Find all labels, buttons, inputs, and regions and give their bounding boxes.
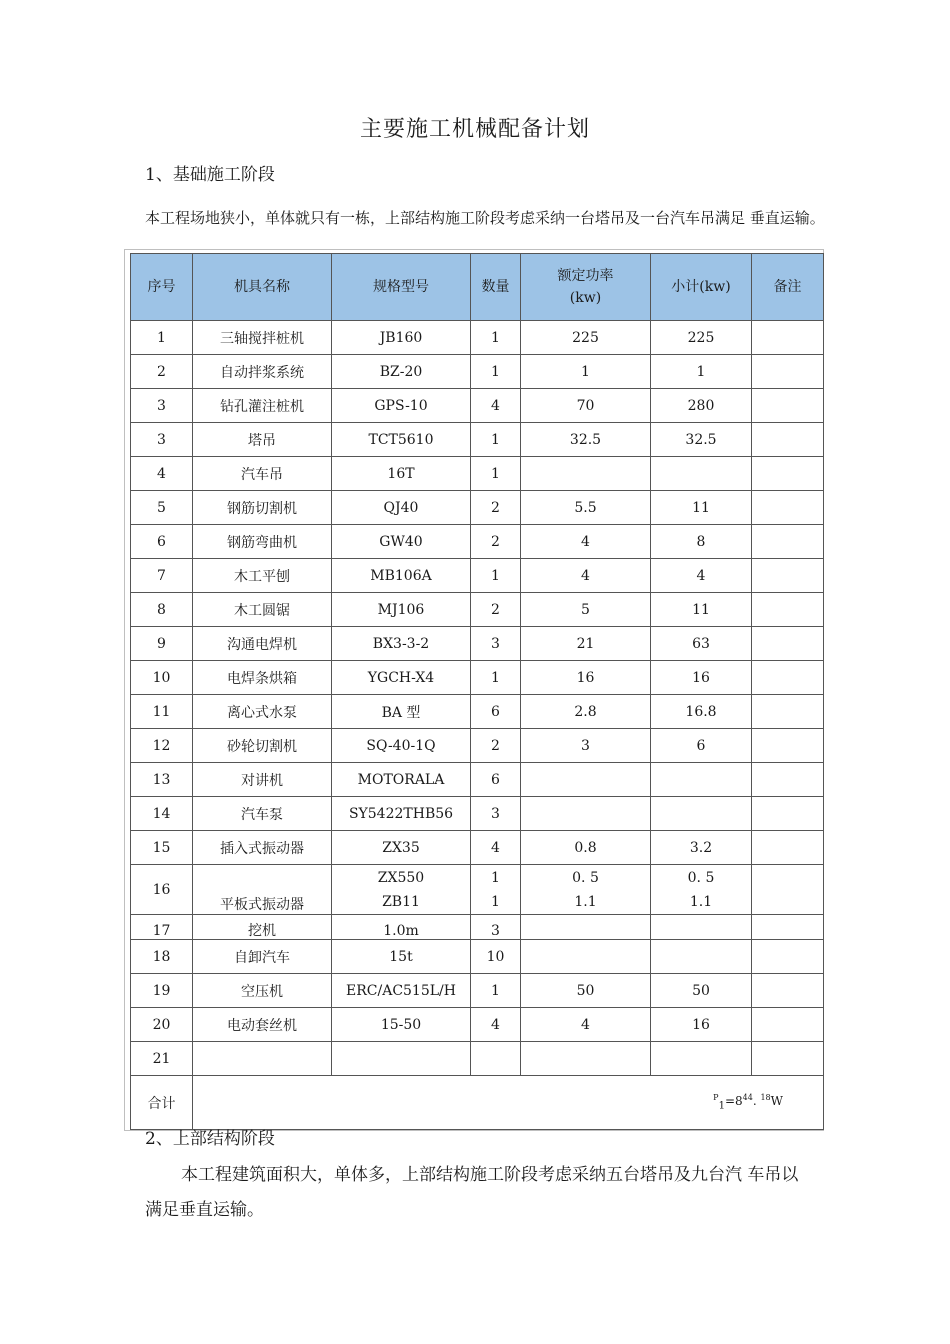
- cell-note: [752, 627, 824, 661]
- cell-note: [752, 525, 824, 559]
- cell-power: 21: [521, 627, 651, 661]
- header-no: 序号: [131, 254, 193, 321]
- cell-note: [752, 491, 824, 525]
- cell-qty: 6: [471, 763, 521, 797]
- cell-name: 汽车吊: [193, 457, 332, 491]
- cell-no: 3: [131, 389, 193, 423]
- cell-name: 钢筋弯曲机: [193, 525, 332, 559]
- table-row: [131, 423, 824, 457]
- cell-name: 空压机: [193, 974, 332, 1008]
- table-row: [131, 729, 824, 763]
- cell-name: 挖机: [193, 915, 332, 940]
- cell-no: 12: [131, 729, 193, 763]
- qty-line: 1: [491, 893, 500, 910]
- cell-spec: ERC/AC515L/H: [332, 974, 471, 1008]
- table-row: [131, 695, 824, 729]
- table-row: [131, 763, 824, 797]
- cell-name: 插入式振动器: [193, 831, 332, 865]
- cell-subtotal: 16.8: [651, 695, 752, 729]
- table-row: [131, 525, 824, 559]
- cell-name: 木工平刨: [193, 559, 332, 593]
- cell-subtotal: 11: [651, 593, 752, 627]
- cell-qty: 3: [471, 797, 521, 831]
- cell-spec: SQ-40-1Q: [332, 729, 471, 763]
- cell-qty: 1: [471, 661, 521, 695]
- cell-no: 7: [131, 559, 193, 593]
- header-qty: 数量: [471, 254, 521, 321]
- table-row: [131, 831, 824, 865]
- cell-power: [521, 1042, 651, 1076]
- cell-name: 木工圆锯: [193, 593, 332, 627]
- cell-spec: 16T: [332, 457, 471, 491]
- cell-qty: [471, 1042, 521, 1076]
- header-subtotal: 小计(kw): [651, 254, 752, 321]
- cell-note: [752, 559, 824, 593]
- cell-no: 9: [131, 627, 193, 661]
- cell-name: 沟通电焊机: [193, 627, 332, 661]
- formula-part: W: [770, 1094, 783, 1109]
- table-body-special: [131, 865, 824, 940]
- cell-note: [752, 1042, 824, 1076]
- table-row: [131, 627, 824, 661]
- cell-qty: 2: [471, 593, 521, 627]
- cell-subtotal: [651, 940, 752, 974]
- formula-part: 18: [760, 1093, 771, 1103]
- table-row: [131, 940, 824, 974]
- cell-name: 自动拌浆系统: [193, 355, 332, 389]
- cell-spec: GPS-10: [332, 389, 471, 423]
- cell-spec: MB106A: [332, 559, 471, 593]
- cell-power: 4: [521, 559, 651, 593]
- table-body: [131, 321, 824, 865]
- cell-subtotal: 8: [651, 525, 752, 559]
- cell-subtotal: 50: [651, 974, 752, 1008]
- cell-note: [752, 593, 824, 627]
- cell-no: 8: [131, 593, 193, 627]
- cell-note: [752, 974, 824, 1008]
- cell-spec: BA 型: [332, 695, 471, 729]
- table-row: [131, 915, 824, 940]
- cell-power: 32.5: [521, 423, 651, 457]
- cell-power: 50: [521, 974, 651, 1008]
- cell-name: 汽车泵: [193, 797, 332, 831]
- cell-power: 4: [521, 525, 651, 559]
- header-name: 机具名称: [193, 254, 332, 321]
- cell-qty: 4: [471, 389, 521, 423]
- cell-subtotal: 6: [651, 729, 752, 763]
- cell-note: [752, 355, 824, 389]
- cell-subtotal: 11: [651, 491, 752, 525]
- cell-spec: BX3-3-2: [332, 627, 471, 661]
- cell-note: [752, 729, 824, 763]
- section2-paragraph: 本工程建筑面积大，单体多，上部结构施工阶段考虑采纳五台塔吊及九台汽 车吊以满足垂直运输。: [145, 1165, 799, 1220]
- table-row: [131, 559, 824, 593]
- formula-part: =8: [724, 1094, 743, 1109]
- cell-spec: MJ106: [332, 593, 471, 627]
- cell-no: 1: [131, 321, 193, 355]
- formula-part: 1: [718, 1100, 725, 1112]
- cell-spec: ZX35: [332, 831, 471, 865]
- table-row: [131, 355, 824, 389]
- table-row: [131, 321, 824, 355]
- header-power-label: 额定功率 (kw): [557, 268, 614, 306]
- table-row: [131, 457, 824, 491]
- formula-part: P: [713, 1093, 719, 1103]
- qty-line: 1: [491, 869, 500, 886]
- table-header-row: [131, 254, 824, 321]
- cell-subtotal: 16: [651, 661, 752, 695]
- cell-no: 4: [131, 457, 193, 491]
- header-note: 备注: [752, 254, 824, 321]
- cell-note: [752, 695, 824, 729]
- cell-subtotal: 63: [651, 627, 752, 661]
- header-spec: 规格型号: [332, 254, 471, 321]
- cell-spec: MOTORALA: [332, 763, 471, 797]
- total-row: [131, 1076, 824, 1130]
- cell-qty: 3: [471, 627, 521, 661]
- cell-qty: 2: [471, 491, 521, 525]
- cell-power: 0.8: [521, 831, 651, 865]
- total-label: 合计: [131, 1076, 193, 1130]
- subtotal-line: 1.1: [689, 893, 713, 910]
- cell-no: 10: [131, 661, 193, 695]
- cell-qty: 1: [471, 321, 521, 355]
- cell-spec: TCT5610: [332, 423, 471, 457]
- cell-spec: [332, 1042, 471, 1076]
- total-formula: [193, 1076, 824, 1130]
- section2-heading: 2、上部结构阶段: [145, 1129, 275, 1149]
- machinery-table: [130, 253, 824, 1130]
- cell-note: [752, 797, 824, 831]
- cell-subtotal: [651, 457, 752, 491]
- cell-note: [752, 661, 824, 695]
- section1-paragraph: 本工程场地狭小，单体就只有一栋，上部结构施工阶段考虑采纳一台塔吊及一台汽车吊满足 垂直运输。: [145, 209, 825, 227]
- table-row: [131, 593, 824, 627]
- cell-power: [521, 940, 651, 974]
- cell-power: [521, 797, 651, 831]
- cell-power: 1: [521, 355, 651, 389]
- cell-note: [752, 423, 824, 457]
- cell-subtotal: 1: [651, 355, 752, 389]
- cell-spec: BZ-20: [332, 355, 471, 389]
- cell-power: 4: [521, 1008, 651, 1042]
- cell-note: [752, 457, 824, 491]
- cell-no: 2: [131, 355, 193, 389]
- cell-subtotal: [651, 865, 752, 915]
- cell-power: 5.5: [521, 491, 651, 525]
- subtotal-line: 0. 5: [687, 869, 715, 886]
- table-row: [131, 1042, 824, 1076]
- power-line: 0. 5: [572, 869, 599, 886]
- cell-name: 钻孔灌注桩机: [193, 389, 332, 423]
- cell-qty: 10: [471, 940, 521, 974]
- cell-name: 对讲机: [193, 763, 332, 797]
- cell-power: 5: [521, 593, 651, 627]
- cell-spec: 15t: [332, 940, 471, 974]
- section1-heading: 1、基础施工阶段: [145, 165, 275, 185]
- cell-no: 13: [131, 763, 193, 797]
- cell-qty: 2: [471, 729, 521, 763]
- cell-power: 225: [521, 321, 651, 355]
- table-row: [131, 661, 824, 695]
- cell-subtotal: [651, 797, 752, 831]
- cell-subtotal: [651, 915, 752, 940]
- cell-qty: 6: [471, 695, 521, 729]
- cell-power: [521, 457, 651, 491]
- cell-qty: 4: [471, 1008, 521, 1042]
- cell-name: 电动套丝机: [193, 1008, 332, 1042]
- cell-no: 17: [131, 915, 193, 940]
- cell-no: 11: [131, 695, 193, 729]
- cell-qty: 2: [471, 525, 521, 559]
- table-row: [131, 797, 824, 831]
- cell-spec: GW40: [332, 525, 471, 559]
- cell-qty: 3: [471, 915, 521, 940]
- cell-subtotal: 4: [651, 559, 752, 593]
- cell-no: 3: [131, 423, 193, 457]
- spec-line: ZX550: [377, 869, 425, 886]
- table-row: [131, 974, 824, 1008]
- cell-note: [752, 321, 824, 355]
- cell-power: 2.8: [521, 695, 651, 729]
- table-row: [131, 865, 824, 915]
- cell-no: 19: [131, 974, 193, 1008]
- cell-no: 18: [131, 940, 193, 974]
- cell-power: [521, 865, 651, 915]
- table-body-after: [131, 940, 824, 1076]
- cell-spec: [332, 865, 471, 915]
- cell-power: 3: [521, 729, 651, 763]
- cell-note: [752, 389, 824, 423]
- cell-note: [752, 1008, 824, 1042]
- table-row: [131, 389, 824, 423]
- cell-name: 平板式振动器: [193, 865, 332, 915]
- spec-line: ZB11: [382, 893, 420, 910]
- cell-name: 砂轮切割机: [193, 729, 332, 763]
- cell-spec: JB160: [332, 321, 471, 355]
- table-row: [131, 491, 824, 525]
- cell-subtotal: 16: [651, 1008, 752, 1042]
- cell-spec: 15-50: [332, 1008, 471, 1042]
- cell-qty: 1: [471, 974, 521, 1008]
- header-power: [521, 254, 651, 321]
- cell-subtotal: [651, 763, 752, 797]
- cell-spec: QJ40: [332, 491, 471, 525]
- cell-power: [521, 915, 651, 940]
- cell-qty: 1: [471, 457, 521, 491]
- cell-power: 70: [521, 389, 651, 423]
- cell-note: [752, 763, 824, 797]
- cell-subtotal: [651, 1042, 752, 1076]
- cell-no: 16: [131, 865, 193, 915]
- cell-qty: 4: [471, 831, 521, 865]
- cell-spec: SY5422THB56: [332, 797, 471, 831]
- cell-note: [752, 915, 824, 940]
- cell-subtotal: 280: [651, 389, 752, 423]
- cell-no: 6: [131, 525, 193, 559]
- page-title: 主要施工机械配备计划: [359, 117, 590, 142]
- cell-note: [752, 865, 824, 915]
- cell-name: 钢筋切割机: [193, 491, 332, 525]
- cell-note: [752, 831, 824, 865]
- cell-name: 离心式水泵: [193, 695, 332, 729]
- cell-no: 5: [131, 491, 193, 525]
- formula-part: .: [752, 1094, 761, 1109]
- cell-name: 自卸汽车: [193, 940, 332, 974]
- cell-no: 15: [131, 831, 193, 865]
- cell-no: 21: [131, 1042, 193, 1076]
- cell-note: [752, 940, 824, 974]
- cell-subtotal: 3.2: [651, 831, 752, 865]
- cell-qty: 1: [471, 355, 521, 389]
- cell-spec: 1.0m: [332, 915, 471, 940]
- formula-part: 44: [742, 1093, 753, 1103]
- cell-name: 三轴搅拌桩机: [193, 321, 332, 355]
- power-line: 1.1: [574, 893, 597, 910]
- cell-spec: YGCH-X4: [332, 661, 471, 695]
- table-row: [131, 1008, 824, 1042]
- cell-no: 14: [131, 797, 193, 831]
- cell-name: 塔吊: [193, 423, 332, 457]
- cell-no: 20: [131, 1008, 193, 1042]
- cell-power: 16: [521, 661, 651, 695]
- cell-name: 电焊条烘箱: [193, 661, 332, 695]
- cell-subtotal: 32.5: [651, 423, 752, 457]
- cell-subtotal: 225: [651, 321, 752, 355]
- cell-qty: 1: [471, 423, 521, 457]
- cell-qty: [471, 865, 521, 915]
- table-total: [131, 1076, 824, 1130]
- cell-qty: 1: [471, 559, 521, 593]
- cell-power: [521, 763, 651, 797]
- cell-name: [193, 1042, 332, 1076]
